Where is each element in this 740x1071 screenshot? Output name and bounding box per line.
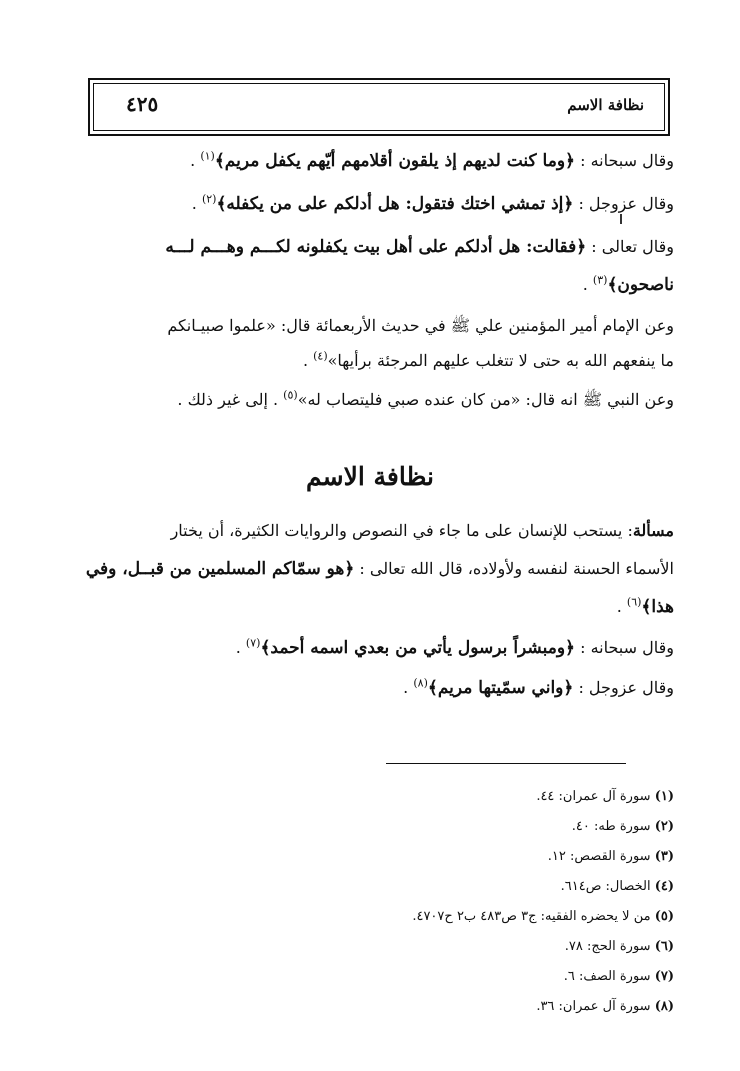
paragraph-intro: وقال عزوجل : xyxy=(578,678,674,697)
footnote-ref: (٧) xyxy=(245,636,261,650)
masala-line-2 xyxy=(74,558,674,580)
paragraph-tail: . xyxy=(235,638,241,657)
footnote-item xyxy=(274,816,674,846)
paragraph-3-line-1 xyxy=(74,236,674,258)
footnote-text: الخصال: ص٦١٤. xyxy=(560,879,651,894)
quran-quote: ﴿وما كنت لديهم إذ يلقون أقلامهم أيّهم يكفل مريم﴾ xyxy=(214,151,575,171)
footnote-number: (٧) xyxy=(654,969,674,984)
footnote-item xyxy=(274,846,674,876)
footnote-text: سورة آل عمران: ٤٤. xyxy=(536,789,651,804)
paragraph-1 xyxy=(74,150,674,172)
footnote-item xyxy=(274,786,674,816)
paragraph-tail: . xyxy=(403,678,409,697)
paragraph-4-line-2 xyxy=(74,350,674,372)
footnote-number: (٣) xyxy=(654,849,674,864)
footnote-ref: (٤) xyxy=(313,349,328,363)
footnote-text: سورة الصف: ٦. xyxy=(563,969,651,984)
paragraph-intro: وقال عزوجل : xyxy=(578,194,674,213)
masala-line-1 xyxy=(74,520,674,542)
footnote-ref: (٢) xyxy=(201,192,217,206)
footnote-ref: (٣) xyxy=(592,273,608,287)
quran-quote: ﴿هو سمّاكم المسلمين من قبــل، وفي xyxy=(85,559,355,579)
running-title: نظافة الاسم xyxy=(567,96,644,114)
section-title: نظافة الاسم xyxy=(306,462,434,491)
hadith-text: وعن الإمام أمير المؤمنين علي ﷺ في حديث الأربعمائة قال: «علموا صبيـانكم xyxy=(167,316,674,335)
paragraph-tail: . xyxy=(616,597,622,616)
footnote-number: (٢) xyxy=(654,819,674,834)
footnote-number: (٦) xyxy=(654,939,674,954)
paragraph-7 xyxy=(74,637,674,659)
footnote-text: سورة طه: ٤٠. xyxy=(571,819,651,834)
footnote-item xyxy=(274,966,674,996)
footnote-number: (٨) xyxy=(654,999,674,1014)
footnote-number: (٥) xyxy=(654,909,674,924)
paragraph-tail: . xyxy=(190,151,196,170)
footnote-ref: (٨) xyxy=(413,676,428,690)
paragraph-intro: وقال تعالى : xyxy=(591,237,674,256)
footnote-text: من لا يحضره الفقيه: ج٣ ص٤٨٣ ب٢ ح٤٧٠٧. xyxy=(412,909,651,924)
paragraph-4-line-1 xyxy=(74,315,674,337)
masala-text: : يستحب للإنسان على ما جاء في النصوص والروايات الكثيرة، أن يختار xyxy=(170,521,633,540)
footnote-text: سورة القصص: ١٢. xyxy=(547,849,651,864)
paragraph-8 xyxy=(74,677,674,699)
quran-quote-cont: هذا﴾ xyxy=(641,597,674,617)
paragraph-tail: . xyxy=(302,351,309,370)
page-header xyxy=(88,78,670,136)
paragraph-tail: . xyxy=(191,194,197,213)
quran-quote-cont: ناصحون﴾ xyxy=(607,275,674,295)
footnote-item xyxy=(274,876,674,906)
paragraph-tail: . xyxy=(582,275,588,294)
footnote-separator xyxy=(386,763,626,764)
paragraph-2 xyxy=(74,193,674,215)
quran-quote: ﴿فقالت: هل أدلكم على أهل بيت يكفلونه لكـــم وهـــم لـــه xyxy=(165,237,587,257)
footnote-ref: (٦) xyxy=(626,595,642,609)
footnotes xyxy=(274,786,674,1026)
page-number: ٤٢٥ xyxy=(126,92,159,116)
footnote-ref: (٥) xyxy=(283,388,298,402)
footnote-number: (١) xyxy=(654,789,674,804)
footnote-number: (٤) xyxy=(654,879,674,894)
masala-line-3 xyxy=(74,596,674,618)
footnote-item xyxy=(274,906,674,936)
footnote-item xyxy=(274,936,674,966)
paragraph-intro: وقال سبحانه : xyxy=(580,151,674,170)
footnote-text: سورة آل عمران: ٣٦. xyxy=(536,999,651,1014)
footnote-text: سورة الحج: ٧٨. xyxy=(564,939,651,954)
footnote-item xyxy=(274,996,674,1026)
masala-label: مسألة xyxy=(632,521,674,540)
masala-text: الأسماء الحسنة لنفسه ولأولاده، قال الله تعالى : xyxy=(359,559,674,578)
paragraph-intro: وقال سبحانه : xyxy=(580,638,674,657)
quran-quote: ﴿إذ تمشي اختك فتقول: هل أدلكم على من يكفله﴾ xyxy=(216,194,574,214)
footnote-ref: (١) xyxy=(200,149,215,163)
quran-quote: ﴿واني سمّيتها مريم﴾ xyxy=(427,678,574,698)
paragraph-5 xyxy=(74,389,674,411)
stray-mark xyxy=(620,214,622,224)
hadith-text: ما ينفعهم الله به حتى لا تتغلب عليهم المرجئة برأيها» xyxy=(327,351,674,370)
hadith-text: وعن النبي ﷺ انه قال: «من كان عنده صبي فليتصاب له» xyxy=(297,390,674,409)
quran-quote: ﴿ومبشراً برسول يأتي من بعدي اسمه أحمد﴾ xyxy=(260,638,575,658)
paragraph-tail: . إلى غير ذلك . xyxy=(177,390,279,409)
paragraph-3-line-2 xyxy=(74,274,674,296)
